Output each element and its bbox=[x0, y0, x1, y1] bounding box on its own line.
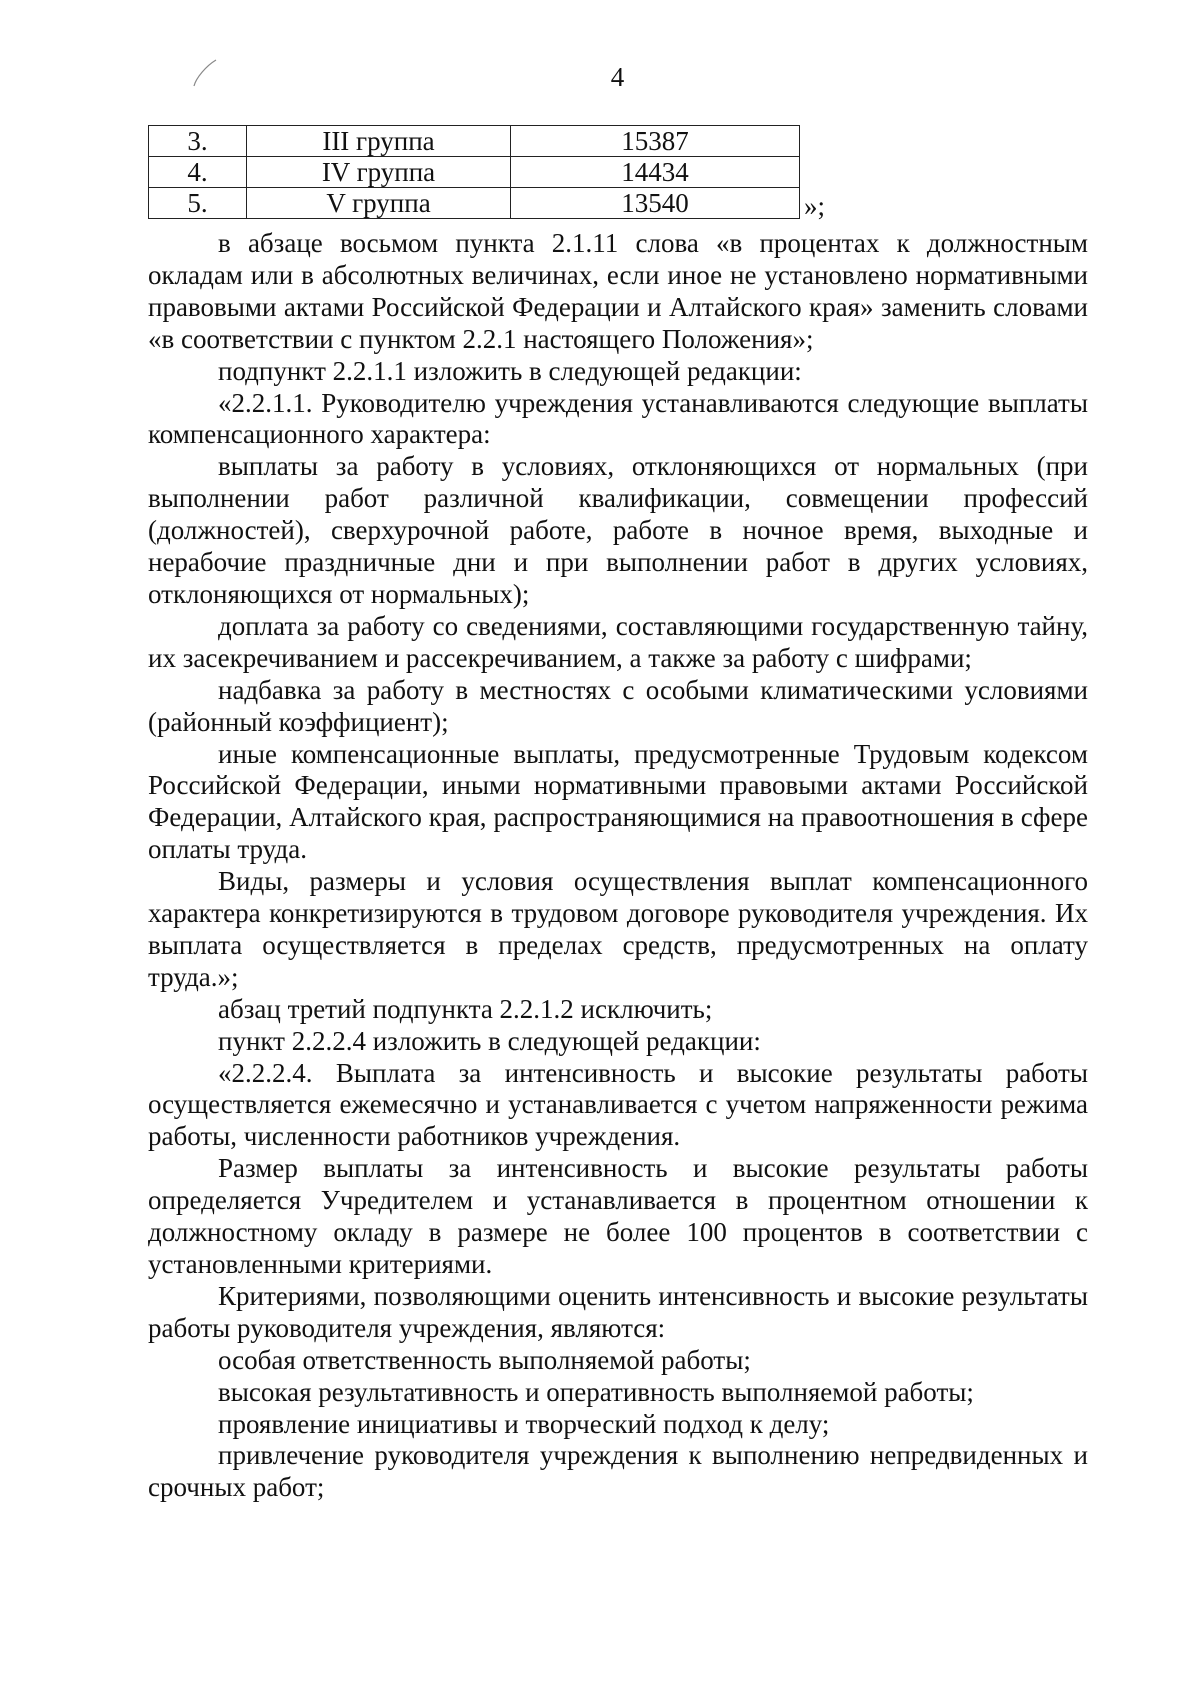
value-cell: 14434 bbox=[511, 157, 800, 188]
paragraph: привлечение руководителя учреждения к выполнению непредвиденных и срочных работ; bbox=[148, 1440, 1088, 1503]
paragraph: Виды, размеры и условия осуществления выплат компенсационного характера конкретизируются в трудовом договоре руководителя учреждения. Их выплата осуществляется в пределах средств, предусмотренных на оплату труда.»; bbox=[148, 866, 1088, 992]
group-name-cell: V группа bbox=[247, 188, 511, 219]
value-cell: 13540 bbox=[511, 188, 800, 219]
group-name-cell: IV группа bbox=[247, 157, 511, 188]
paragraph: доплата за работу со сведениями, составляющими государственную тайну, их засекречиванием и рассекречиванием, а также за работу с шифрами; bbox=[148, 610, 1088, 673]
table-row bbox=[149, 188, 800, 219]
row-number-cell: 3. bbox=[149, 126, 247, 157]
paragraph: особая ответственность выполняемой работы; bbox=[218, 1344, 751, 1375]
table-closing-quote: »; bbox=[804, 191, 826, 221]
table-row bbox=[149, 126, 800, 157]
row-number-cell: 5. bbox=[149, 188, 247, 219]
paragraph: пункт 2.2.2.4 изложить в следующей редакции: bbox=[218, 1025, 761, 1056]
paragraph: иные компенсационные выплаты, предусмотренные Трудовым кодексом Российской Федерации, иными нормативными правовыми актами Российской Федерации, Алтайского края, распространяющимися на правоотношения в сфере оплаты труда. bbox=[148, 738, 1088, 865]
paragraph: выплаты за работу в условиях, отклоняющихся от нормальных (при выполнении работ различной квалификации, совмещении профессий (должностей), сверхурочной работе, работе в ночное время, выходные и нерабочие праздничные дни и при выполнении работ в других условиях, отклоняющихся от нормальных); bbox=[148, 451, 1088, 609]
paragraph: подпункт 2.2.1.1 изложить в следующей редакции: bbox=[218, 355, 802, 386]
paragraph: Размер выплаты за интенсивность и высокие результаты работы определяется Учредителем и устанавливается в процентном отношении к должностному окладу в размере не более 100 процентов в соответствии с установленными критериями. bbox=[148, 1153, 1088, 1279]
paragraph: высокая результативность и оперативность выполняемой работы; bbox=[218, 1376, 974, 1407]
paragraph: в абзаце восьмом пункта 2.1.11 слова «в процентах к должностным окладам или в абсолютных величинах, если иное не установлено нормативными правовыми актами Российской Федерации и Алтайского края» заменить словами «в соответствии с пунктом 2.2.1 настоящего Положения»; bbox=[148, 228, 1088, 354]
row-number-cell: 4. bbox=[149, 157, 247, 188]
page-number: 4 bbox=[610, 62, 625, 92]
document-body bbox=[148, 228, 1088, 1504]
paragraph: надбавка за работу в местностях с особыми климатическими условиями (районный коэффициент); bbox=[148, 674, 1088, 737]
value-cell: 15387 bbox=[511, 126, 800, 157]
table-row bbox=[149, 157, 800, 188]
paragraph: абзац третий подпункта 2.2.1.2 исключить; bbox=[218, 993, 713, 1024]
group-name-cell: III группа bbox=[247, 126, 511, 157]
paragraph: проявление инициативы и творческий подход к делу; bbox=[218, 1408, 830, 1439]
paragraph: «2.2.1.1. Руководителю учреждения устанавливаются следующие выплаты компенсационного характера: bbox=[148, 387, 1088, 450]
salary-group-table bbox=[148, 125, 800, 219]
paragraph: Критериями, позволяющими оценить интенсивность и высокие результаты работы руководителя учреждения, являются: bbox=[148, 1280, 1088, 1343]
paragraph: «2.2.2.4. Выплата за интенсивность и высокие результаты работы осуществляется ежемесячно и устанавливается с учетом напряженности режима работы, численности работников учреждения. bbox=[148, 1057, 1088, 1152]
